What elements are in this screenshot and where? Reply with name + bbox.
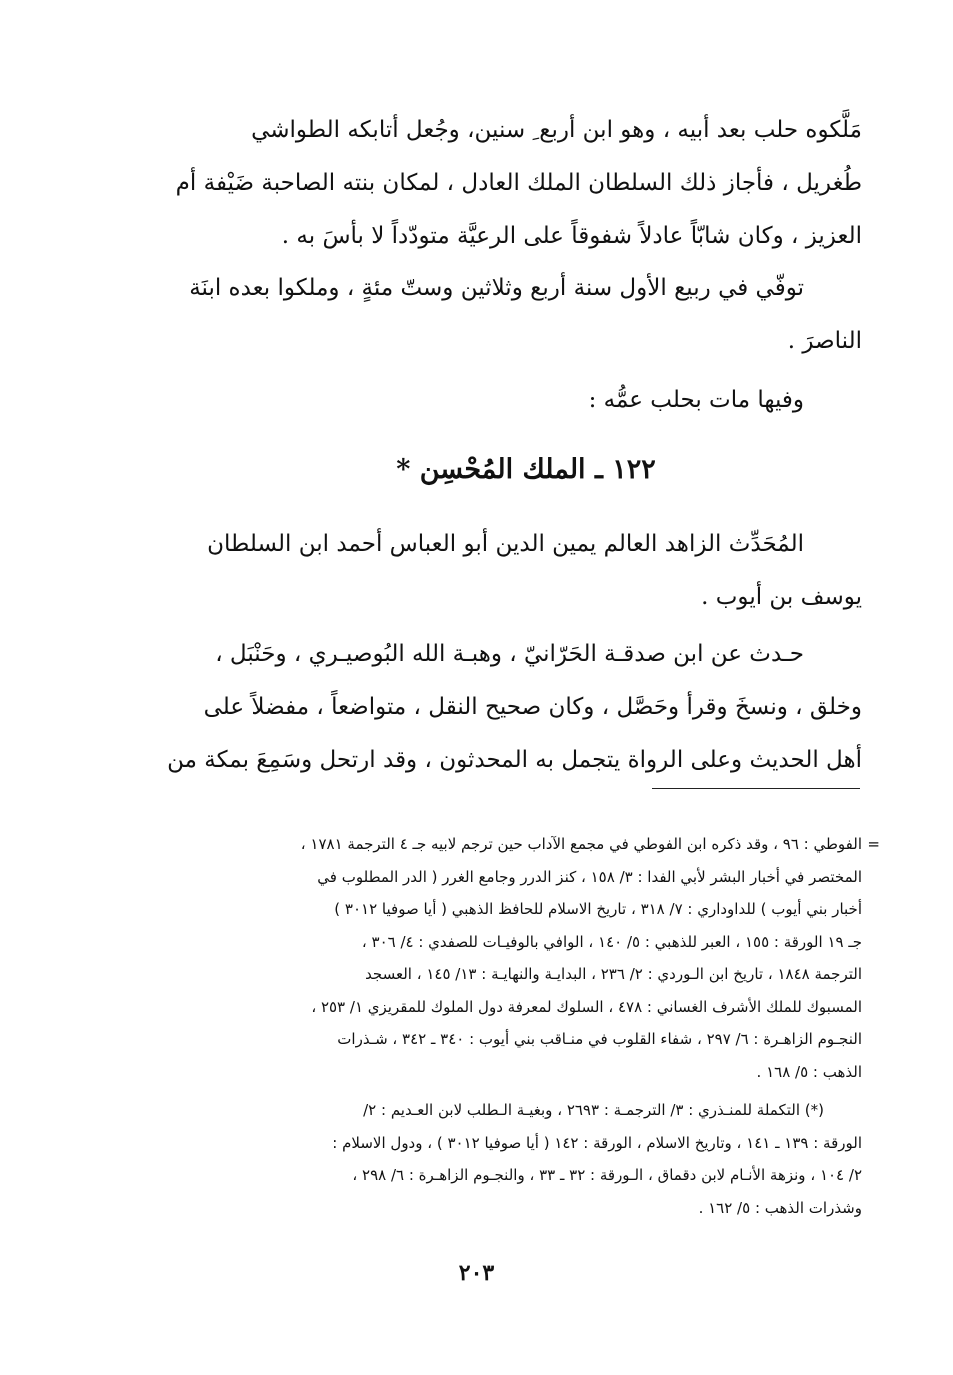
footnote-line: الذهب : ٥/ ١٦٨ . <box>756 1062 862 1081</box>
footnote-line: وشذرات الذهب : ٥/ ١٦٢ . <box>698 1198 862 1217</box>
entry-heading: ١٢٢ ـ الملك المُحْسِن * <box>396 454 656 485</box>
footnote-1 <box>190 828 880 1088</box>
footnote-line: ٢/ ١٠٤ ، ونزهة الأنـام لابن دقماق ، الـورقة : ٣٢ ـ ٣٣ ، والنجـوم الزاهـرة : ٦/ ٢٩٨ ، <box>352 1166 862 1184</box>
text-line: المُحَدِّث الزاهد العالم يمين الدين أبو العباس أحمد ابن السلطان <box>207 531 804 557</box>
text-line: توفّي في ربيع الأول سنة أربع وثلاثين وستّ مئةٍ ، وملكوا بعده ابنَة <box>189 275 804 301</box>
text-line: الناصرَ . <box>787 328 862 354</box>
footnote-line: الترجمة ١٨٤٨ ، تاريخ ابن الـوردي : ٢/ ٢٣٦ ، البدايـة والنهايـة : ١٣/ ١٤٥ ، العسجد <box>365 965 862 983</box>
text-line: وفيها مات بحلب عمُّه : <box>588 387 804 413</box>
paragraph-continuation <box>175 104 862 263</box>
text-line: العزيز ، وكان شابّاً عادلاً شفوقاً على الرعيَّة متودّداً لا بأسَ به . <box>281 223 862 249</box>
text-line: يوسف بن أيوب . <box>701 584 862 610</box>
paragraph-entry-body <box>167 628 862 787</box>
footnote-line: المسبوك للملك الأشرف الغساني : ٤٧٨ ، السلوك لمعرفة دول الملوك للمقريزي ١/ ٢٥٣ ، <box>311 997 862 1016</box>
text-line: مَلَّكوه حلب بعد أبيه ، وهو ابن أربع ِ سنين، وجُعل أتابكه الطواشي <box>251 117 862 143</box>
text-line: وخلق ، ونسخَ وقرأ وحَصَّل ، وكان صحيح النقل ، متواضعاً ، مفضلاً على <box>203 694 862 720</box>
text-line: أهل الحديث وعلى الرواة يتجمل به المحدثون ، وقد ارتحل وسَمِعَ بمكة من <box>167 747 862 773</box>
footnote-line: النجـوم الزاهـرة : ٦/ ٢٩٧ ، شفاء القلوب في منـاقب بني أيوب : ٣٤٠ ـ ٣٤٢ ، شـذرات <box>337 1030 862 1048</box>
text-line: حـدث عن ابن صدقـة الحَرّانيّ ، وهبـة الله البُوصيـري ، وحَنْبَل ، <box>215 641 804 667</box>
footnote-line: المختصر في أخبار البشر لأبي الفدا : ٣/ ١٥٨ ، كنز الدرر وجامع الغرر ( الدر المطلوب في <box>317 867 862 886</box>
paragraph-death-note <box>190 262 862 368</box>
paragraph-transition <box>190 374 862 427</box>
paragraph-entry-name <box>190 518 862 624</box>
footnote-line: (*) التكملة للمنـذري : ٣/ الترجمـة : ٢٦٩٣ ، وبغيـة الـطلب لابن العـديم : ٢/ <box>363 1101 824 1119</box>
continuation-mark: = <box>867 835 880 853</box>
footnote-line: أخبار بني أيوب ) للداوداري : ٧/ ٣١٨ ، تاريخ الاسلام للحافظ الذهبي ( أيا صوفيا ٣٠١٢ ) <box>334 900 862 918</box>
text-line: طُغريل ، فأجاز ذلك السلطان الملك العادل ، لمكان بنته الصاحبة ضَيْفة أم <box>175 170 862 196</box>
footnote-divider <box>652 788 860 789</box>
footnote-line: الورقة : ١٣٩ ـ ١٤١ ، وتاريخ الاسلام ، الورقة : ١٤٢ ( أيا صوفيا ٣٠١٢ ) ، ودول الاسلام : <box>332 1133 862 1152</box>
page-number: ٢٠٣ <box>458 1260 495 1286</box>
footnote-line: جـ ١٩ الورقة : ١٥٥ ، العبر للذهبي : ٥/ ١٤٠ ، الوافي بالوفيـات للصفدي : ٤/ ٣٠٦ ، <box>361 932 862 951</box>
footnote-line: الفوطي : ٩٦ ، وقد ذكره ابن الفوطي في مجمع الآداب حين ترجم لابيه جـ ٤ الترجمة ١٧٨١ ، <box>300 835 862 853</box>
footnote-2 <box>190 1094 862 1224</box>
